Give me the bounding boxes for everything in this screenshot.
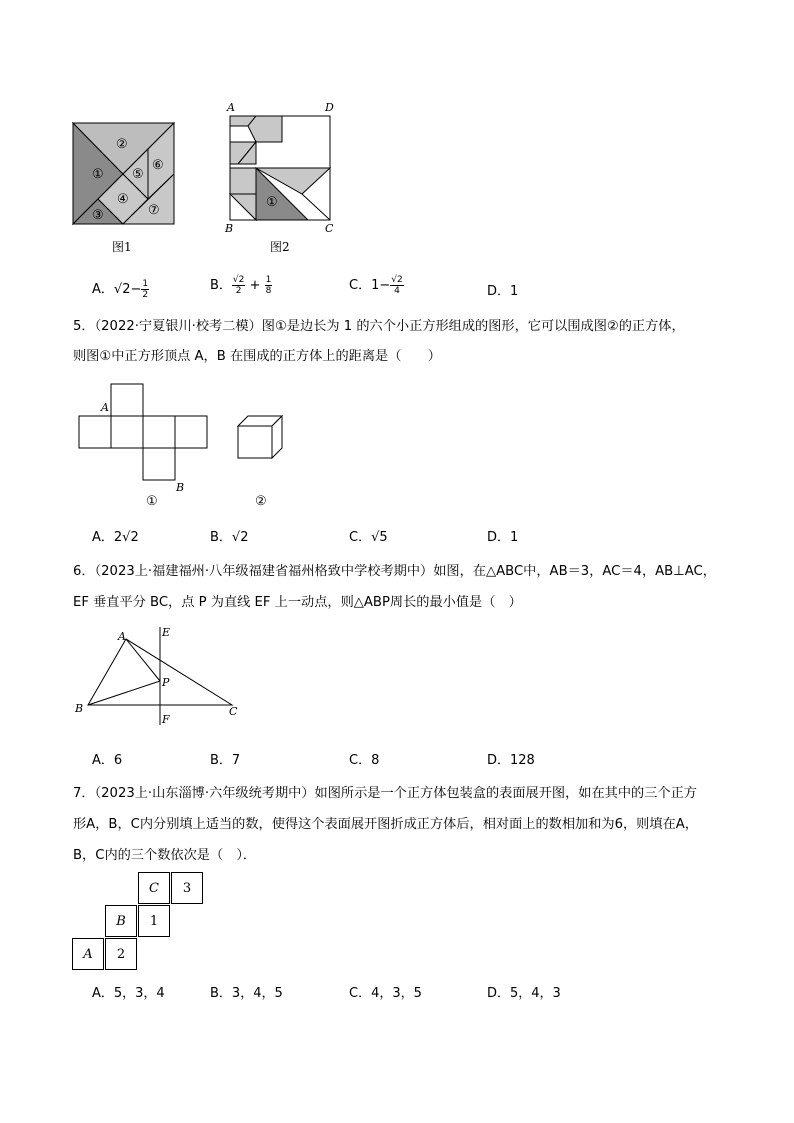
q4-option-d-math: 1 — [510, 284, 519, 299]
q4-option-d[interactable] — [487, 280, 518, 299]
q6-stem-line-1: 6．（2023上·福建福州·八年级福建省福州格致中学校考期中）如图，在△ABC中，AB＝3，AC＝4，AB⊥AC， — [73, 564, 716, 579]
q4-option-b-fraction-2: $\frac{1}{8}$ — [265, 275, 272, 296]
q7-cell-C: C — [138, 872, 170, 904]
q5-option-d[interactable]: D．1 — [487, 530, 519, 545]
q5-caption-1: ① — [146, 494, 158, 509]
tangram-figure-1 — [72, 122, 176, 226]
q5-label-B: B — [176, 481, 185, 494]
q4-option-b-fraction-1: $\frac{√2}{2}$ — [232, 275, 245, 296]
q7-cell-1: 1 — [138, 905, 170, 937]
q6-label-P: P — [162, 676, 170, 689]
fig1-caption: 图1 — [112, 240, 132, 254]
q4-option-c-math: 1− — [371, 278, 391, 293]
q6-label-A: A — [118, 630, 126, 643]
q7-option-c[interactable]: C．4，3，5 — [349, 986, 422, 1001]
fig2-label-A: A — [227, 101, 235, 114]
fig1-label-5: ⑤ — [132, 167, 144, 182]
fig2-piece-label: ① — [266, 195, 278, 210]
q5-stem-line-1: 5．（2022·宁夏银川·校考二模）图①是边长为 1 的六个小正方形组成的图形，它可以围成图②的正方体， — [73, 319, 685, 334]
q7-stem-line-3: B，C内的三个数依次是（ ）． — [73, 848, 257, 863]
cube-net-figure — [78, 382, 212, 484]
q7-cell-B: B — [105, 905, 137, 937]
q5-caption-2: ② — [255, 494, 267, 509]
fig1-label-6: ⑥ — [152, 158, 164, 173]
q4-option-a-fraction: $\frac{1}{2}$ — [142, 279, 149, 300]
q6-option-d[interactable]: D．128 — [487, 753, 535, 768]
q7-cell-3: 3 — [171, 872, 203, 904]
fig2-label-C: C — [325, 222, 334, 235]
q5-option-b[interactable]: B．√2 — [210, 530, 249, 545]
q7-net-grid — [72, 872, 206, 972]
q6-option-a[interactable]: A．6 — [92, 753, 123, 768]
q6-option-c[interactable]: C．8 — [349, 753, 380, 768]
q4-option-d-letter: D． — [487, 284, 511, 299]
q7-option-a[interactable]: A．5，3，4 — [92, 986, 165, 1001]
q4-option-b[interactable]: B． $\frac{√2}{2}$ + $\frac{1}{8}$ — [210, 275, 272, 296]
cube-figure — [236, 412, 286, 460]
q7-cell-A: A — [72, 938, 104, 970]
q5-label-A: A — [101, 401, 109, 414]
q7-option-b[interactable]: B．3，4，5 — [210, 986, 283, 1001]
fig1-label-3: ③ — [92, 208, 104, 223]
fig2-label-D: D — [325, 101, 334, 114]
fig1-label-2: ② — [116, 137, 128, 152]
q4-option-b-letter: B． — [210, 278, 232, 293]
q4-option-a[interactable] — [92, 278, 149, 300]
fig2-label-B: B — [225, 222, 234, 235]
triangle-figure — [86, 625, 236, 727]
q5-option-a[interactable]: A．2√2 — [92, 530, 139, 545]
q6-label-F: F — [162, 713, 170, 726]
q7-stem-line-2: 形A，B，C内分别填上适当的数，使得这个表面展开图折成正方体后，相对面上的数相加和为6，则填在A， — [73, 817, 698, 832]
q7-stem-line-1: 7．（2023上·山东淄博·六年级统考期中）如图所示是一个正方体包装盒的表面展开图，如在其中的三个正方 — [73, 786, 697, 801]
q6-stem-line-2: EF 垂直平分 BC，点 P 为直线 EF 上一动点，则△ABP周长的最小值是（ ） — [73, 595, 522, 610]
tangram-figure-2 — [228, 114, 332, 222]
q6-option-b[interactable]: B．7 — [210, 753, 241, 768]
fig2-caption: 图2 — [270, 240, 290, 254]
q4-option-a-math: √2− — [113, 282, 142, 297]
q7-option-d[interactable]: D．5，4，3 — [487, 986, 561, 1001]
q5-option-c[interactable]: C．√5 — [349, 530, 388, 545]
q4-option-c-fraction: $\frac{√2}{4}$ — [391, 275, 403, 296]
q6-label-C: C — [229, 705, 238, 718]
fig1-label-4: ④ — [117, 192, 129, 207]
q4-option-a-letter: A． — [92, 282, 114, 297]
q5-stem-line-2: 则图①中正方形顶点 A，B 在围成的正方体上的距离是（ ） — [73, 349, 441, 364]
q7-cell-2: 2 — [105, 938, 137, 970]
q6-label-B: B — [75, 702, 84, 715]
q4-option-c[interactable] — [349, 274, 404, 296]
q6-label-E: E — [162, 626, 171, 639]
fig1-label-7: ⑦ — [148, 203, 160, 218]
q4-option-c-letter: C． — [349, 278, 372, 293]
fig1-label-1: ① — [92, 167, 104, 182]
